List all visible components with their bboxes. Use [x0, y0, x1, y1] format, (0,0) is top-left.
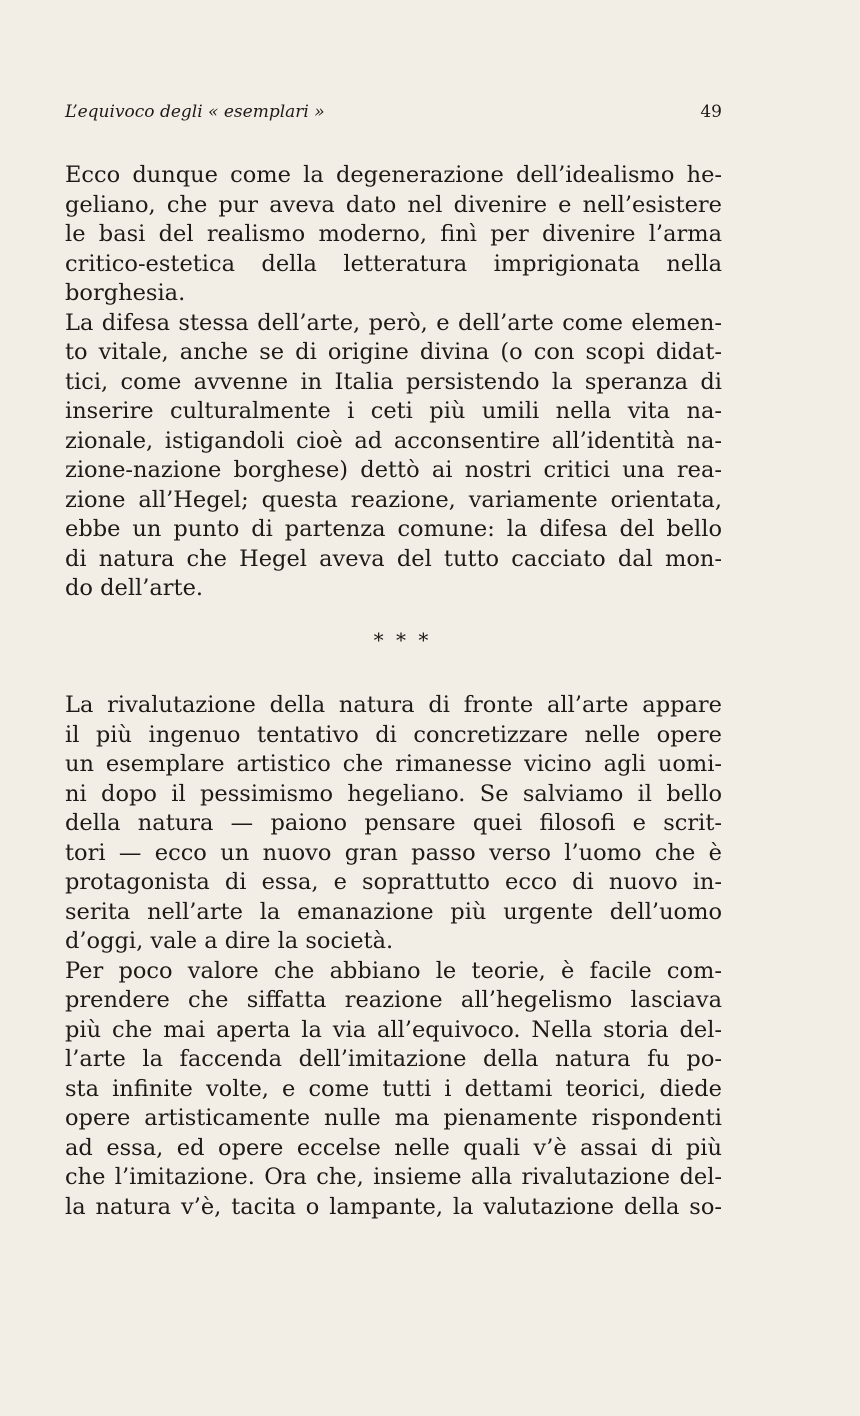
text-line: La rivalutazione della natura di fronte all’arte appare [65, 692, 722, 718]
text-line: Per poco valore che abbiano le teorie, è facile com- [65, 957, 722, 984]
text-line: l’arte la faccenda dell’imitazione della natura fu po- [65, 1046, 722, 1072]
text-line: più che mai aperta la via all’equivoco. Nella storia del- [65, 1016, 722, 1043]
text-line: La difesa stessa dell’arte, però, e dell’arte come elemen- [65, 309, 722, 336]
paragraph-4 [65, 957, 722, 1223]
text-line: zionale, istigandoli cioè ad acconsentire all’identità na- [65, 427, 722, 454]
text-line: ad essa, ed opere eccelse nelle quali v’è assai di più [65, 1134, 722, 1161]
text-line: di natura che Hegel aveva del tutto cacciato dal mon- [65, 545, 722, 572]
text-line: inserire culturalmente i ceti più umili nella vita na- [65, 398, 722, 424]
paragraph-1 [65, 161, 722, 309]
text-line: protagonista di essa, e soprattutto ecco di nuovo in- [65, 869, 722, 895]
section-separator: * * * [373, 627, 432, 652]
text-line: zione-nazione borghese) dettò ai nostri critici una rea- [65, 457, 722, 483]
text-line: ni dopo il pessimismo hegeliano. Se salviamo il bello [65, 780, 722, 807]
paragraph-2 [65, 309, 722, 604]
text-line: il più ingenuo tentativo di concretizzare nelle opere [65, 721, 722, 748]
text-line: le basi del realismo moderno, finì per divenire l’arma [65, 221, 722, 247]
text-line: tici, come avvenne in Italia persistendo la speranza di [65, 368, 722, 395]
text-line: della natura — paiono pensare quei filosofi e scrit- [65, 810, 722, 836]
paragraph-3 [65, 691, 722, 957]
text-line: ebbe un punto di partenza comune: la difesa del bello [65, 516, 722, 542]
text-line: tori — ecco un nuovo gran passo verso l’uomo che è [65, 839, 722, 866]
text-line: d’oggi, vale a dire la società. [65, 928, 394, 954]
text-line: la natura v’è, tacita o lampante, la valutazione della so- [65, 1193, 722, 1220]
text-line: un esemplare artistico che rimanesse vicino agli uomi- [65, 751, 722, 777]
text-line: sta infinite volte, e come tutti i dettami teorici, diede [65, 1075, 722, 1102]
text-line: che l’imitazione. Ora che, insieme alla rivalutazione del- [65, 1164, 722, 1190]
text-line: critico-estetica della letteratura imprigionata nella [65, 250, 722, 277]
body-text [65, 161, 722, 1222]
text-line: to vitale, anche se di origine divina (o con scopi didat- [65, 339, 722, 365]
text-line: borghesia. [65, 280, 186, 306]
text-line: geliano, che pur aveva dato nel divenire e nell’esistere [65, 191, 722, 218]
text-line: Ecco dunque come la degenerazione dell’idealismo he- [65, 162, 722, 188]
running-title: L’equivoco degli « esemplari » [65, 102, 325, 122]
text-line: zione all’Hegel; questa reazione, variamente orientata, [65, 486, 722, 513]
text-line: prendere che siffatta reazione all’hegelismo lasciava [65, 987, 722, 1013]
page-number: 49 [700, 102, 722, 122]
text-line: serita nell’arte la emanazione più urgente dell’uomo [65, 898, 722, 925]
text-line: do dell’arte. [65, 575, 204, 601]
text-line: opere artisticamente nulle ma pienamente rispondenti [65, 1105, 722, 1131]
